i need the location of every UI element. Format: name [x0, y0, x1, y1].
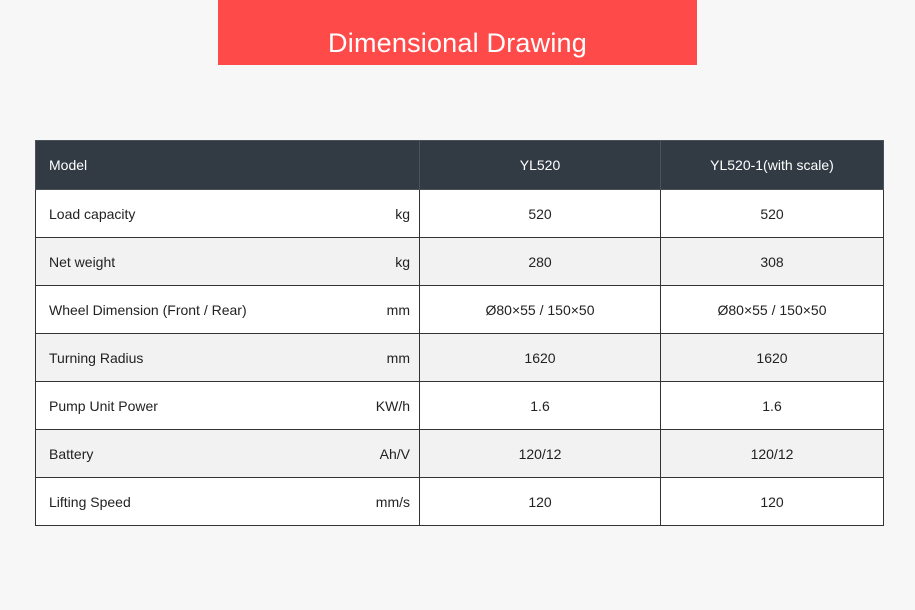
value-yl520: 280: [420, 238, 661, 286]
table-row: [36, 478, 884, 526]
table-row: [36, 190, 884, 238]
row-unit: KW/h: [375, 397, 410, 414]
row-unit: mm: [386, 301, 410, 318]
spec-table: [35, 140, 884, 526]
row-label: Wheel Dimension (Front / Rear): [49, 301, 247, 318]
row-label: Pump Unit Power: [49, 397, 158, 414]
value-yl520: 1620: [420, 334, 661, 382]
value-yl520-1: 120: [661, 478, 884, 526]
value-yl520: Ø80×55 / 150×50: [420, 286, 661, 334]
value-yl520: 1.6: [420, 382, 661, 430]
row-unit: Ah/V: [379, 445, 410, 462]
row-label: Battery: [49, 445, 94, 462]
value-yl520-1: 308: [661, 238, 884, 286]
row-label: Lifting Speed: [49, 493, 131, 510]
row-label: Load capacity: [49, 205, 136, 222]
value-yl520: 520: [420, 190, 661, 238]
value-yl520-1: 520: [661, 190, 884, 238]
row-label-cell: [36, 430, 420, 478]
table-row: [36, 238, 884, 286]
row-unit: kg: [395, 205, 410, 222]
header-yl520: YL520: [420, 141, 661, 190]
value-yl520-1: 1.6: [661, 382, 884, 430]
row-label-cell: [36, 286, 420, 334]
value-yl520-1: 1620: [661, 334, 884, 382]
value-yl520-1: Ø80×55 / 150×50: [661, 286, 884, 334]
row-label-cell: [36, 382, 420, 430]
row-label-cell: [36, 238, 420, 286]
page-title: Dimensional Drawing: [328, 28, 587, 58]
table-row: [36, 286, 884, 334]
value-yl520: 120: [420, 478, 661, 526]
row-label-cell: [36, 190, 420, 238]
header-model: Model: [36, 141, 420, 190]
title-banner: [218, 0, 697, 65]
value-yl520-1: 120/12: [661, 430, 884, 478]
header-yl520-1: YL520-1(with scale): [661, 141, 884, 190]
table-header-row: [36, 141, 884, 190]
row-label: Turning Radius: [49, 349, 144, 366]
row-unit: mm/s: [375, 493, 410, 510]
table-row: [36, 382, 884, 430]
value-yl520: 120/12: [420, 430, 661, 478]
row-unit: mm: [386, 349, 410, 366]
row-label-cell: [36, 334, 420, 382]
table-row: [36, 334, 884, 382]
row-label: Net weight: [49, 253, 116, 270]
row-unit: kg: [395, 253, 410, 270]
table-row: [36, 430, 884, 478]
row-label-cell: [36, 478, 420, 526]
